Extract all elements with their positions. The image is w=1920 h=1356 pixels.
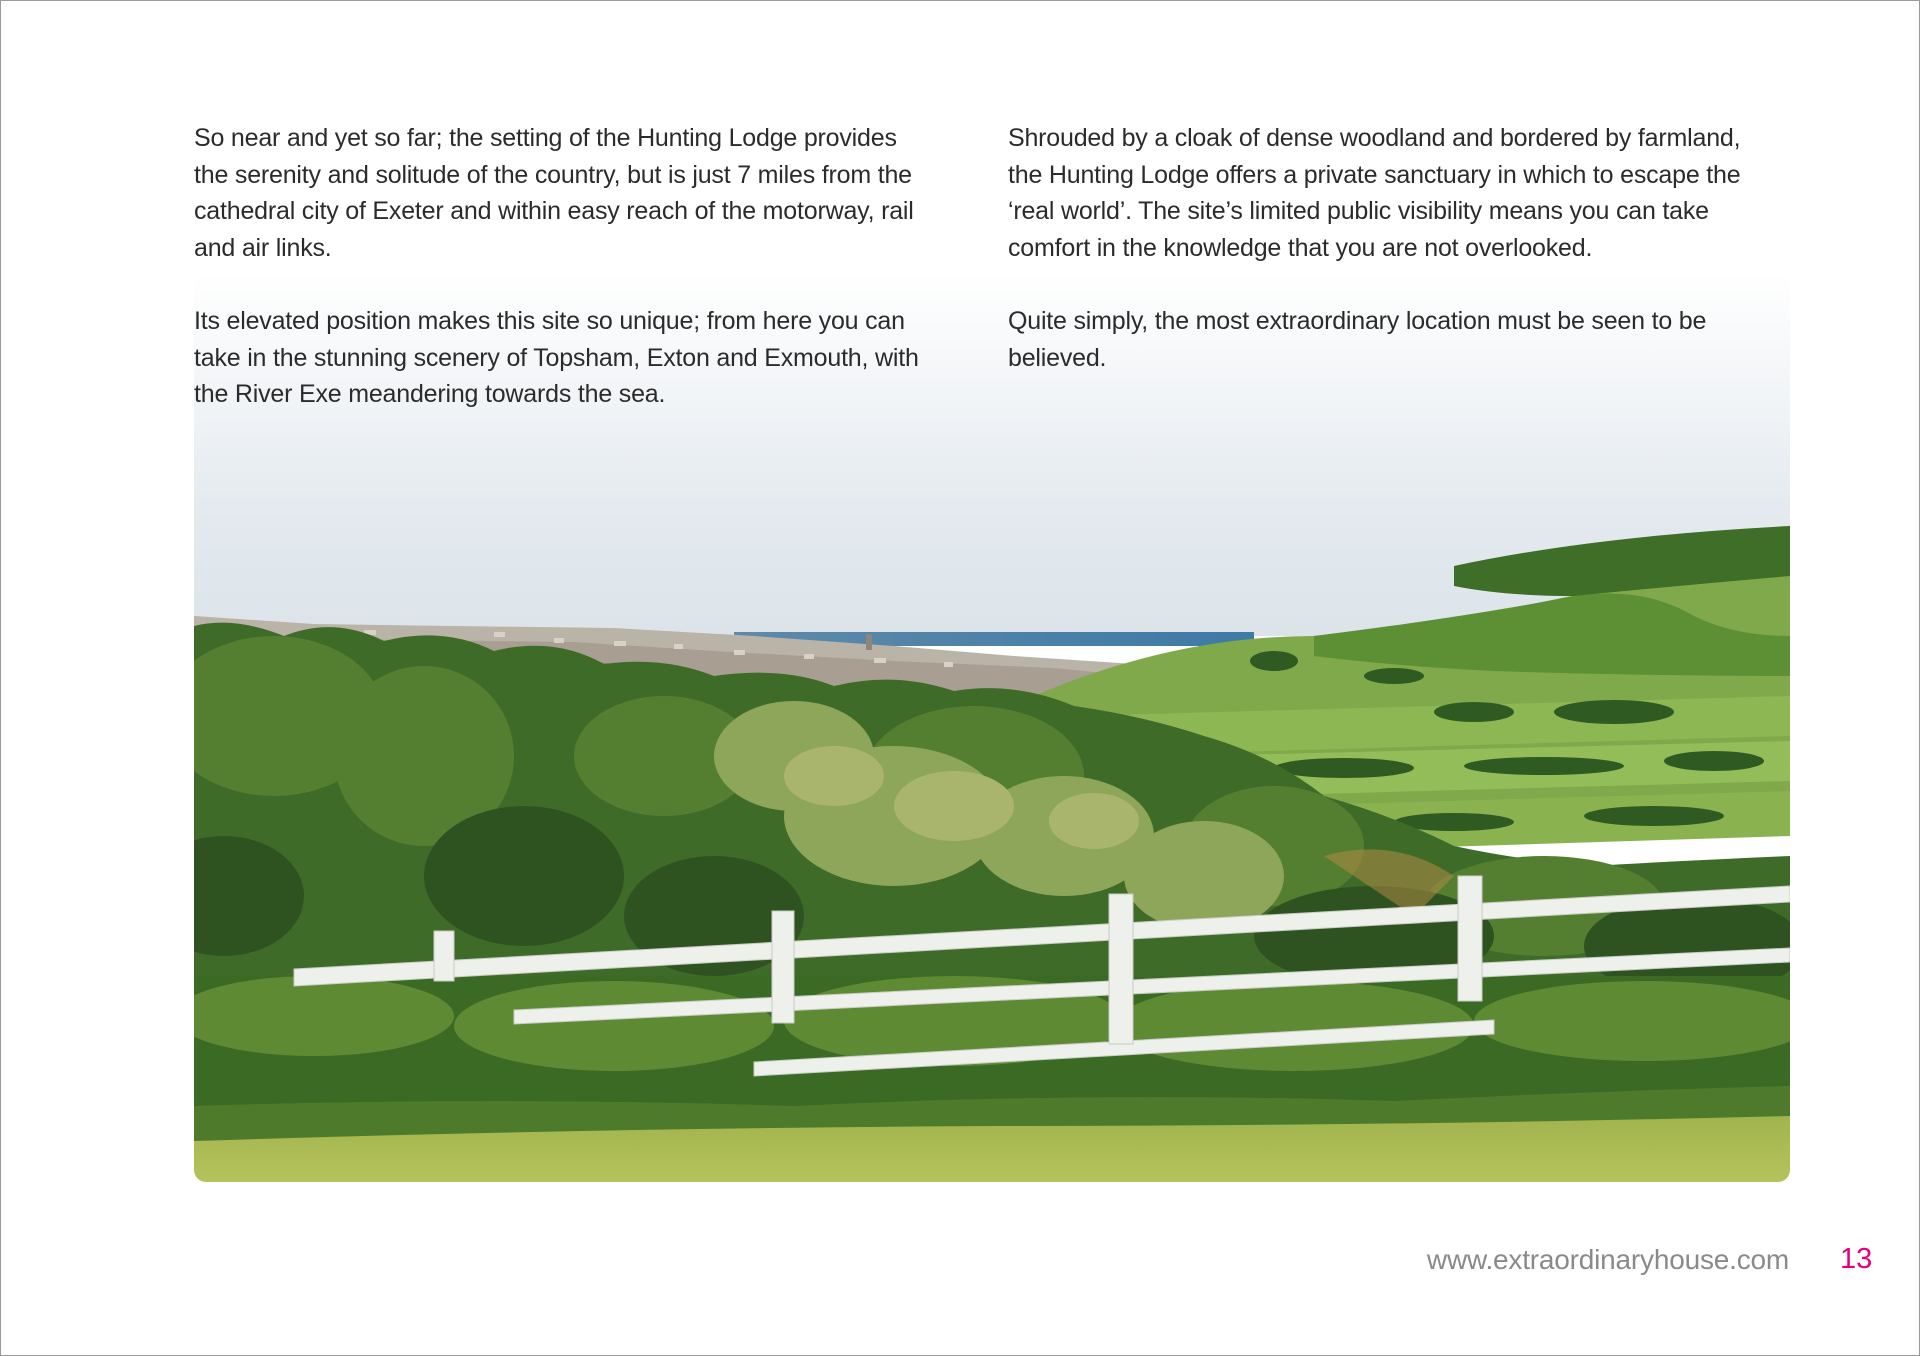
left-text-column	[194, 120, 934, 450]
right-text-column	[1008, 120, 1748, 413]
right-paragraph-1: Shrouded by a cloak of dense woodland and bordered by farmland, the Hunting Lodge offers a private sanctuary in which to escape the ‘real world’. The site’s limited public visibility means you can take comfort in the knowledge that you are not overlooked.	[1008, 124, 1741, 262]
footer-website-url: www.extraordinaryhouse.com	[1426, 1244, 1789, 1275]
left-paragraph-2: Its elevated position makes this site so unique; from here you can take in the stunning scenery of Topsham, Exton and Exmouth, with the River Exe meandering towards the sea.	[194, 307, 919, 408]
right-paragraph-2: Quite simply, the most extraordinary location must be seen to be believed.	[1008, 307, 1707, 372]
page-number: 13	[1840, 1243, 1873, 1275]
left-paragraph-1: So near and yet so far; the setting of the Hunting Lodge provides the serenity and solitude of the country, but is just 7 miles from the cathedral city of Exeter and within easy reach of the motorway, rail and air links.	[194, 124, 914, 262]
